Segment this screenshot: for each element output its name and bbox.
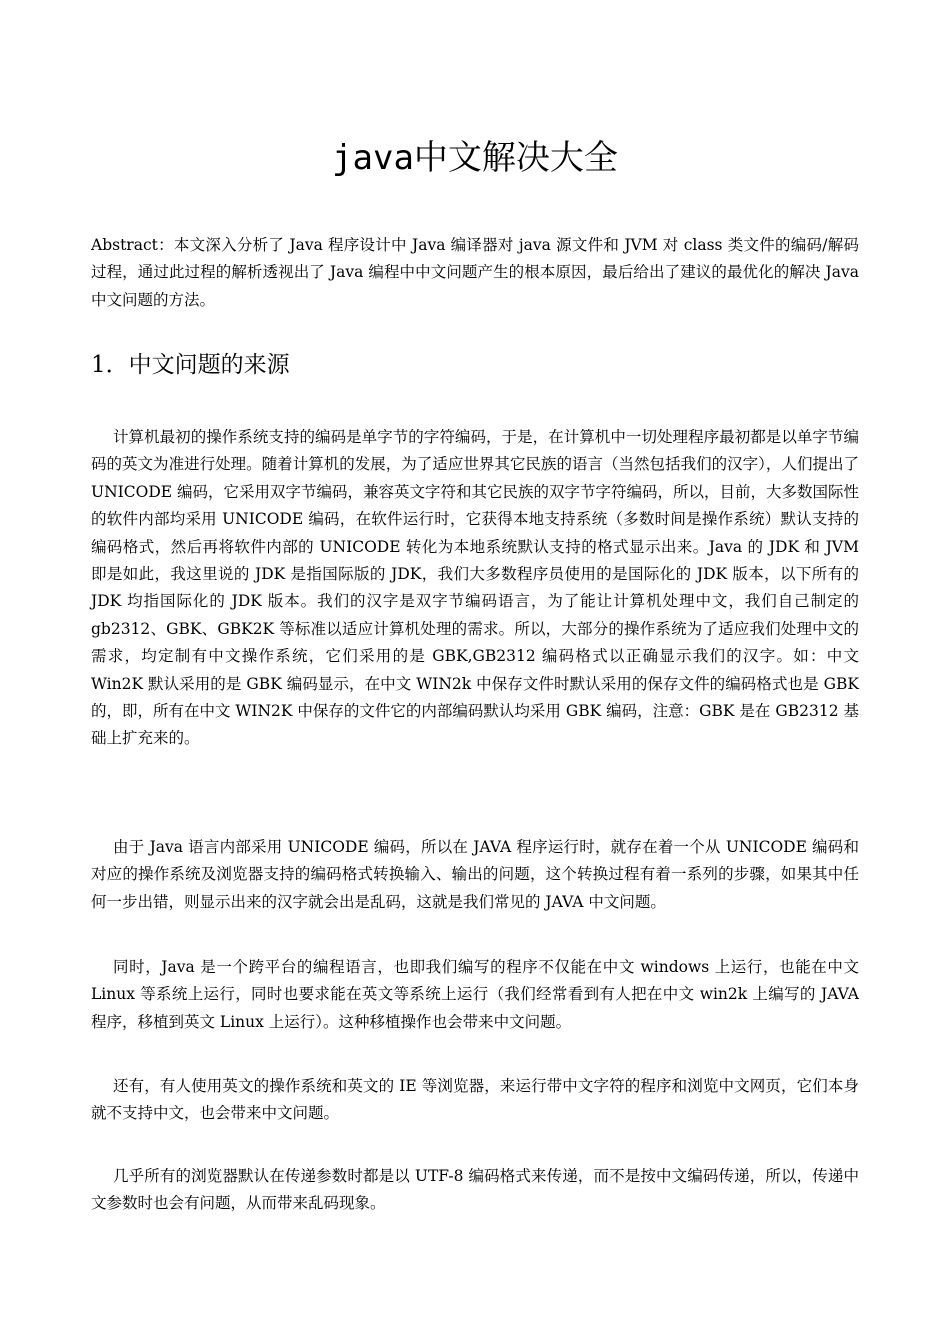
document-title: java中文解决大全 <box>332 138 618 178</box>
section-1-heading: 1．中文问题的来源 <box>91 352 290 378</box>
body-paragraph: 计算机最初的操作系统支持的编码是单字节的字符编码，于是，在计算机中一切处理程序最初都是以单字节编码的英文为准进行处理。随着计算机的发展，为了适应世界其它民族的语言（当然包括我们的汉字），人们提出了 UNICODE 编码，它采用双字节编码，兼容英文字符和其它民族的双字节字符编码，所以，目前，大多数国际性的软件内部均采用 UNICODE 编码，在软件运行时，它获得本地支持系统（多数时间是操作系统）默认支持的编码格式，然后再将软件内部的 UNICODE 转化为本地系统默认支持的格式显示出来。Java 的 JDK 和 JVM 即是如此，我这里说的 JDK 是指国际版的 JDK，我们大多数程序员使用的是国际化的 JDK 版本，以下所有的 JDK 均指国际化的 JDK 版本。我们的汉字是双字节编码语言，为了能让计算机处理中文，我们自己制定的 gb2312、GBK、GBK2K 等标准以适应计算机处理的需求。所以，大部分的操作系统为了适应我们处理中文的需求，均定制有中文操作系统，它们采用的是 GBK,GB2312 编码格式以正确显示我们的汉字。如：中文 Win2K 默认采用的是 GBK 编码显示，在中文 WIN2k 中保存文件时默认采用的保存文件的编码格式也是 GBK 的，即，所有在中文 WIN2K 中保存的文件它的内部编码默认均采用 GBK 编码，注意：GBK 是在 GB2312 基础上扩充来的。 <box>91 428 859 748</box>
body-paragraph: 还有，有人使用英文的操作系统和英文的 IE 等浏览器，来运行带中文字符的程序和浏览中文网页，它们本身就不支持中文，也会带来中文问题。 <box>91 1077 859 1123</box>
body-paragraph: 几乎所有的浏览器默认在传递参数时都是以 UTF-8 编码格式来传递，而不是按中文编码传递，所以，传递中文参数时也会有问题，从而带来乱码现象。 <box>91 1167 859 1213</box>
body-paragraph: 同时，Java 是一个跨平台的编程语言，也即我们编写的程序不仅能在中文 windows 上运行，也能在中文 Linux 等系统上运行，同时也要求能在英文等系统上运行（我们经常看到有人把在中文 win2k 上编写的 JAVA 程序，移植到英文 Linux 上运行）。这种移植操作也会带来中文问题。 <box>91 958 859 1031</box>
body-paragraph: 由于 Java 语言内部采用 UNICODE 编码，所以在 JAVA 程序运行时，就存在着一个从 UNICODE 编码和对应的操作系统及浏览器支持的编码格式转换输入、输出的问题，这个转换过程有着一系列的步骤，如果其中任何一步出错，则显示出来的汉字就会出是乱码，这就是我们常见的 JAVA 中文问题。 <box>91 838 859 911</box>
abstract-paragraph: Abstract：本文深入分析了 Java 程序设计中 Java 编译器对 java 源文件和 JVM 对 class 类文件的编码/解码过程，通过此过程的解析透视出了 Java 编程中中文问题产生的根本原因，最后给出了建议的最优化的解决 Java 中文问题的方法。 <box>91 236 859 309</box>
